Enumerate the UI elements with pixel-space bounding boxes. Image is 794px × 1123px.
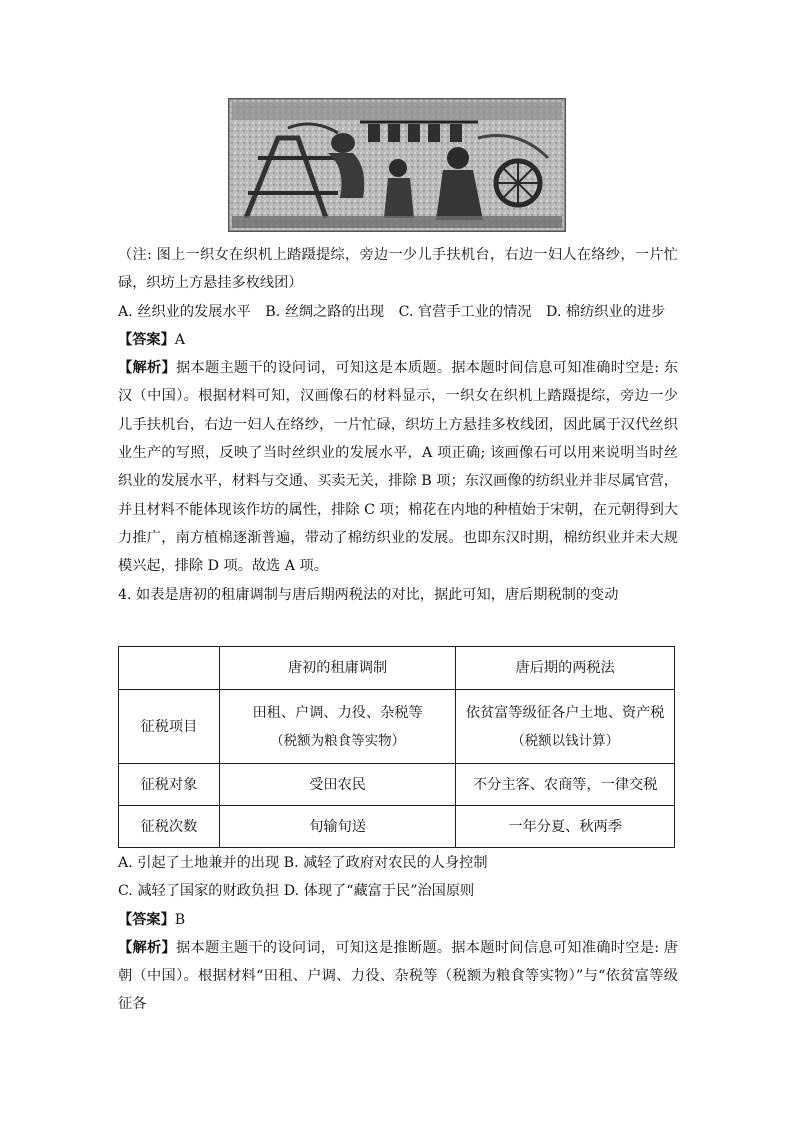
table-header-empty bbox=[119, 647, 220, 690]
question-4-options-block bbox=[118, 849, 678, 1019]
cell-sub: （税额为粮食等实物） bbox=[270, 732, 406, 749]
q3-option-c: C. 官营手工业的情况 bbox=[398, 303, 532, 320]
q3-answer bbox=[118, 326, 678, 354]
table-cell: 不分主客、农商等，一律交税 bbox=[456, 764, 675, 806]
q4-analysis bbox=[118, 934, 678, 1019]
q4-options-line-1: A. 引起了土地兼并的出现 B. 减轻了政府对农民的人身控制 bbox=[118, 855, 488, 871]
q4-answer bbox=[118, 906, 678, 934]
cell-main: 田租、户调、力役、杂税等 bbox=[252, 704, 423, 721]
q4-analysis-text: 据本题主题干的设问词，可知这是推断题。据本题时间信息可知准确时空是: 唐朝（中国）。根据材料“田租、户调、力役、杂税等（税额为粮食等实物）”与“依贫富等级征各 bbox=[118, 939, 678, 1013]
q3-option-a: A. 丝织业的发展水平 bbox=[118, 303, 251, 320]
table-header-row bbox=[119, 647, 675, 690]
table-cell: 一年分夏、秋两季 bbox=[456, 806, 675, 848]
q3-answer-tag: 【答案】 bbox=[118, 331, 175, 348]
row-label: 征税项目 bbox=[119, 690, 220, 764]
q3-analysis bbox=[118, 354, 678, 580]
cell-sub: （税额以钱计算） bbox=[511, 732, 620, 749]
han-relief-weaving-image bbox=[228, 98, 566, 232]
tax-comparison-table bbox=[118, 646, 675, 848]
table-cell bbox=[219, 690, 456, 764]
q3-answer-value: A bbox=[174, 331, 186, 348]
q4-stem: 4. 如表是唐初的租庸调制与唐后期两税法的对比，据此可知，唐后期税制的变动 bbox=[118, 586, 619, 603]
q4-answer-tag: 【答案】 bbox=[118, 911, 175, 928]
row-label: 征税次数 bbox=[119, 806, 220, 848]
table-header-zuyongdiao: 唐初的租庸调制 bbox=[219, 647, 456, 690]
cell-main: 依贫富等级征各户土地、资产税 bbox=[465, 704, 665, 721]
q3-analysis-tag: 【解析】 bbox=[118, 360, 176, 377]
table-cell: 受田农民 bbox=[219, 764, 456, 806]
table-row bbox=[119, 764, 675, 806]
q3-options bbox=[118, 298, 678, 326]
table-row bbox=[119, 806, 675, 848]
table-cell: 旬输旬送 bbox=[219, 806, 456, 848]
q4-answer-value: B bbox=[174, 911, 186, 928]
question-3-block bbox=[118, 241, 678, 609]
q4-analysis-tag: 【解析】 bbox=[118, 939, 176, 956]
table-row bbox=[119, 690, 675, 764]
figure-note: （注: 图上一织女在织机上踏蹑提综，旁边一少儿手扶机台，右边一妇人在络纱，一片忙碌，织坊上方悬挂多枚线团） bbox=[118, 247, 678, 292]
q4-options-line-2: C. 减轻了国家的财政负担 D. 体现了“藏富于民”治国原则 bbox=[118, 883, 475, 900]
row-label: 征税对象 bbox=[119, 764, 220, 806]
table-cell bbox=[456, 690, 675, 764]
q3-analysis-text: 据本题主题干的设问词，可知这是本质题。据本题时间信息可知准确时空是: 东汉（中国）。根据材料可知，汉画像石的材料显示，一织女在织机上踏蹑提综，旁边一少儿手扶机台，右边一妇人在络纱，一片忙碌，织坊上方悬挂多枚线团，因此属于汉代丝织业生产的写照，反映了当时丝织业的发展水平，A 项正确; 该画像石可以用来说明当时丝织业的发展水平，材料与交通、买卖无关，排除 B 项；东汉画像的纺织业并非尽属官营，并且材料不能体现该作坊的属性，排除 C 项；棉花在内地的种植始于宋朝，在元朝得到大力推广，南方植棉逐渐普遍，带动了棉纺织业的发展。也即东汉时期，棉纺织业并未大规模兴起，排除 D 项。故选 A 项。 bbox=[118, 360, 678, 575]
q3-option-d: D. 棉纺织业的进步 bbox=[545, 303, 666, 320]
table-header-liangshuifa: 唐后期的两税法 bbox=[456, 647, 675, 690]
q3-option-b: B. 丝绸之路的出现 bbox=[265, 303, 385, 320]
